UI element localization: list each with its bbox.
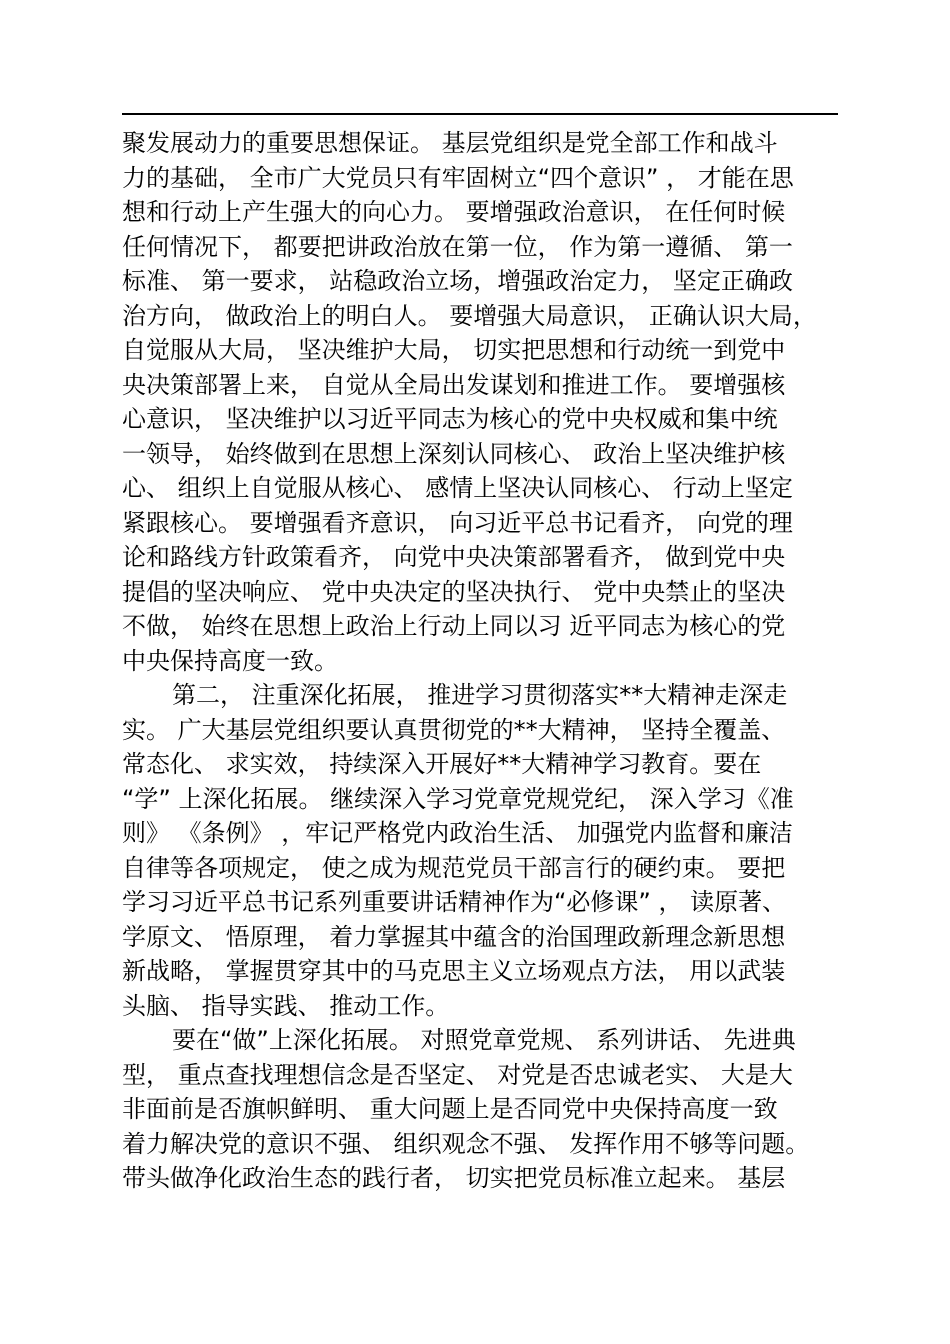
- text-line: 新战略， 掌握贯穿其中的马克思主义立场观点方法， 用以武装: [122, 957, 786, 985]
- text-line: 则》 《条例》 ，牢记严格党内政治生活、 加强党内监督和廉洁: [122, 819, 793, 847]
- text-line: 型， 重点查找理想信念是否坚定、 对党是否忠诚老实、 大是大: [122, 1060, 793, 1089]
- text-line: 要在“做”上深化拓展。 对照党章党规、 系列讲话、 先进典: [172, 1026, 796, 1054]
- text-line: 自律等各项规定， 使之成为规范党员干部言行的硬约束。 要把: [122, 853, 786, 882]
- body-text: [122, 126, 862, 1196]
- text-line: 央决策部署上来， 自觉从全局出发谋划和推进工作。 要增强核: [122, 370, 786, 399]
- text-line: 想和行动上产生强大的向心力。 要增强政治意识， 在任何时候: [122, 198, 786, 226]
- text-line: 中央保持高度一致。: [122, 646, 338, 675]
- text-line: 标准、 第一要求， 站稳政治立场，增强政治定力， 坚定正确政: [122, 267, 793, 295]
- text-line: 带头做净化政治生态的践行者， 切实把党员标准立起来。 基层: [122, 1164, 786, 1192]
- text-line: 任何情况下， 都要把讲政治放在第一位， 作为第一遵循、 第一: [122, 232, 793, 261]
- text-line: 实。 广大基层党组织要认真贯彻党的**大精神， 坚持全覆盖、: [122, 715, 786, 744]
- text-line: 头脑、 指导实践、 推动工作。: [122, 991, 450, 1020]
- text-line: 提倡的坚决响应、 党中央决定的坚决执行、 党中央禁止的坚决: [122, 577, 786, 606]
- text-line: 不做， 始终在思想上政治上行动上同以习 近平同志为核心的党: [122, 612, 786, 640]
- text-line: 紧跟核心。 要增强看齐意识， 向习近平总书记看齐， 向党的理: [122, 508, 793, 537]
- text-line: 常态化、 求实效， 持续深入开展好**大精神学习教育。要在: [122, 750, 762, 778]
- text-line: 非面前是否旗帜鲜明、 重大问题上是否同党中央保持高度一致: [122, 1095, 778, 1123]
- text-line: 论和路线方针政策看齐， 向党中央决策部署看齐， 做到党中央: [122, 543, 786, 571]
- text-line: 心意识， 坚决维护以习近平同志为核心的党中央权威和集中统: [122, 405, 778, 433]
- text-line: 自觉服从大局， 坚决维护大局， 切实把思想和行动统一到党中: [122, 336, 786, 364]
- text-line: “学” 上深化拓展。 继续深入学习党章党规党纪， 深入学习《准: [122, 784, 794, 813]
- text-line: 第二， 注重深化拓展， 推进学习贯彻落实**大精神走深走: [172, 681, 788, 709]
- text-line: 力的基础， 全市广大党员只有牢固树立“四个意识” ， 才能在思: [122, 163, 794, 192]
- text-line: 聚发展动力的重要思想保证。 基层党组织是党全部工作和战斗: [122, 129, 778, 157]
- header-rule: [122, 113, 838, 115]
- text-line: 一领导， 始终做到在思想上深刻认同核心、 政治上坚决维护核: [122, 439, 786, 468]
- text-line: 学习习近平总书记系列重要讲话精神作为“必修课” ， 读原著、: [122, 888, 787, 916]
- text-line: 心、 组织上自觉服从核心、 感情上坚决认同核心、 行动上坚定: [122, 474, 793, 502]
- text-line: 治方向， 做政治上的明白人。 要增强大局意识， 正确认识大局，: [122, 301, 817, 330]
- text-line: 着力解决党的意识不强、 组织观念不强、 发挥作用不够等问题。: [122, 1129, 810, 1158]
- text-line: 学原文、 悟原理， 着力掌握其中蕴含的治国理政新理念新思想: [122, 922, 786, 951]
